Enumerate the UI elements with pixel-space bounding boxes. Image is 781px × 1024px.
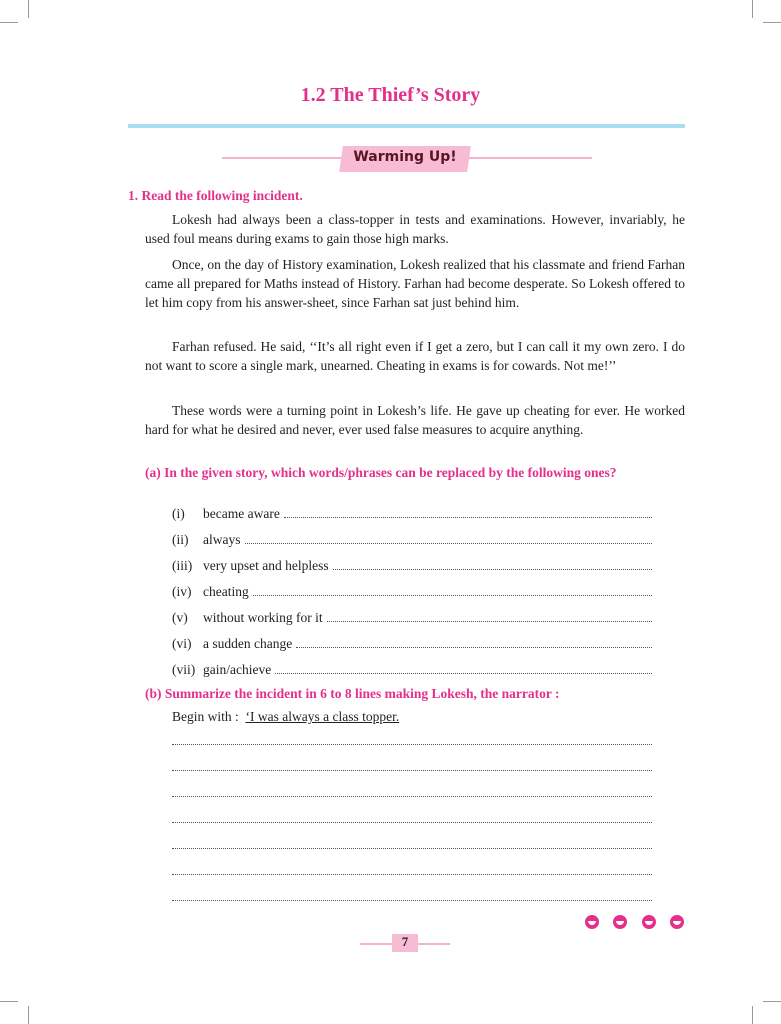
vocab-item: (vii) gain/achieve [172, 660, 652, 678]
vocab-item: (iv) cheating [172, 582, 652, 600]
crop-mark [28, 1006, 29, 1024]
writing-line[interactable] [172, 822, 652, 823]
vocab-item: (i) became aware [172, 504, 652, 522]
crop-mark [752, 0, 753, 18]
vocab-item: (v) without working for it [172, 608, 652, 626]
writing-line[interactable] [172, 744, 652, 745]
crop-mark [763, 1001, 781, 1002]
answer-blank[interactable] [245, 543, 653, 544]
vocab-item: (vi) a sudden change [172, 634, 652, 652]
title-rule [128, 124, 685, 128]
crop-mark [0, 22, 18, 23]
page-number: 7 [401, 934, 409, 949]
writing-line[interactable] [172, 796, 652, 797]
page-title: 1.2 The Thief’s Story [300, 84, 481, 106]
story-paragraph: Once, on the day of History examination, Lokesh realized that his classmate and friend Farhan came all prepared for Maths instead of History. Farhan had become desperate. So Lokesh offered to let him copy from his answer-sheet, since Farhan sat just behind him. [145, 257, 685, 310]
vocab-item: (ii) always [172, 530, 652, 548]
crop-mark [28, 0, 29, 18]
decorative-dot-icon [670, 915, 684, 929]
answer-blank[interactable] [327, 621, 652, 622]
writing-line[interactable] [172, 770, 652, 771]
answer-blank[interactable] [284, 517, 652, 518]
vocab-item: (iii) very upset and helpless [172, 556, 652, 574]
answer-blank[interactable] [253, 595, 652, 596]
crop-mark [763, 22, 781, 23]
writing-line[interactable] [172, 900, 652, 901]
begin-with-line: Begin with : ‘I was always a class topper. [172, 709, 400, 724]
writing-line[interactable] [172, 848, 652, 849]
writing-line[interactable] [172, 874, 652, 875]
crop-mark [752, 1006, 753, 1024]
question-a-heading: (a) In the given story, which words/phrases can be replaced by the following ones? [145, 465, 617, 480]
story-paragraph: Lokesh had always been a class-topper in tests and examinations. However, invariably, he used foul means during exams to gain those high marks. [145, 212, 685, 246]
decorative-dot-icon [642, 915, 656, 929]
answer-blank[interactable] [333, 569, 652, 570]
answer-blank[interactable] [275, 673, 652, 674]
crop-mark [0, 1001, 18, 1002]
question-1-heading: 1. Read the following incident. [128, 188, 303, 203]
question-b-heading: (b) Summarize the incident in 6 to 8 lines making Lokesh, the narrator : [145, 686, 560, 701]
story-paragraph: These words were a turning point in Lokesh’s life. He gave up cheating for ever. He worked hard for what he desired and never, ever used false measures to acquire anything. [145, 403, 685, 437]
answer-blank[interactable] [296, 647, 652, 648]
decorative-dot-icon [585, 915, 599, 929]
story-paragraph: Farhan refused. He said, ‘‘It’s all right even if I get a zero, but I can call it my own zero. I do not want to score a single mark, unearned. Cheating in exams is for cowards. Not me!’’ [145, 339, 685, 373]
warming-up-banner: Warming Up! [353, 149, 457, 165]
decorative-dot-icon [613, 915, 627, 929]
